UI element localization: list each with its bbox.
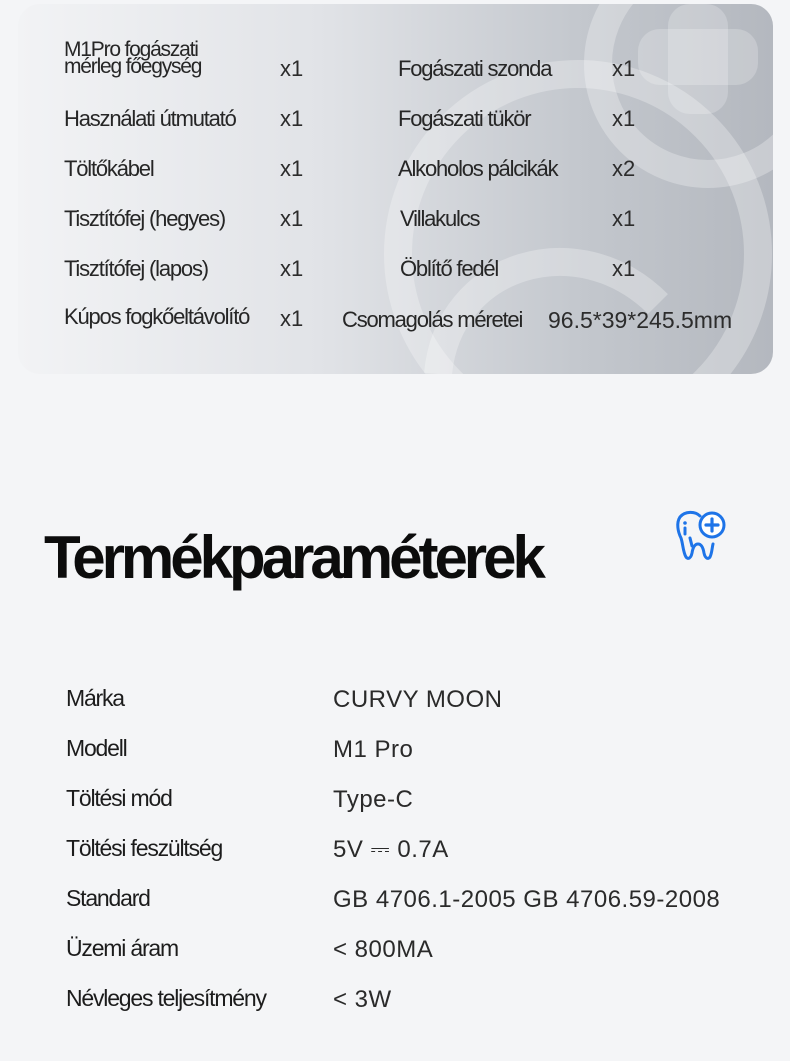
item-dental-mirror-qty: x1 [612,106,636,131]
item-fork-wrench: Villakulcs [400,206,480,231]
item-dental-mirror: Fogászati tükör [398,106,531,131]
item-charging-cable-qty: x1 [280,156,304,181]
item-tartar-remover: Kúpos fogkőeltávolító [64,304,250,329]
param-value-standard: GB 4706.1-2005 GB 4706.59-2008 [333,886,721,913]
item-rinse-cap-qty: x1 [612,256,636,281]
item-dental-probe: Fogászati szonda [398,56,552,81]
param-label-model: Modell [66,735,127,761]
param-label-charging-voltage: Töltési feszültség [66,835,223,861]
item-flat-head: Tisztítófej (lapos) [64,256,208,281]
item-main-unit: M1Pro fogászati mérleg főegység [64,38,202,78]
param-label-standard: Standard [66,885,150,911]
item-pointed-head-qty: x1 [280,206,304,231]
item-dental-probe-qty: x1 [612,56,636,81]
section-title: Termékparaméterek [44,524,542,591]
item-main-unit-qty: x1 [280,56,304,81]
item-manual: Használati útmutató [64,106,236,131]
item-alcohol-swabs-qty: x2 [612,156,636,181]
param-value-rated-power: < 3W [333,986,392,1013]
param-label-operating-current: Üzemi áram [66,935,178,961]
param-value-operating-current: < 800MA [333,936,434,963]
param-label-rated-power: Névleges teljesítmény [66,985,266,1011]
item-fork-wrench-qty: x1 [612,206,636,231]
param-value-brand: CURVY MOON [333,686,503,713]
item-charging-cable: Töltőkábel [64,156,154,181]
item-tartar-remover-qty: x1 [280,306,304,331]
item-pointed-head: Tisztítófej (hegyes) [64,206,226,231]
param-value-charging-mode: Type-C [333,786,414,813]
param-value-model: M1 Pro [333,736,414,763]
param-value-charging-voltage: 5V ⎓ 0.7A [333,836,449,863]
tooth-plus-icon [673,508,729,564]
item-alcohol-swabs: Alkoholos pálcikák [398,156,558,181]
item-flat-head-qty: x1 [280,256,304,281]
package-contents-card [18,4,773,374]
param-label-charging-mode: Töltési mód [66,785,172,811]
package-dimensions-value: 96.5*39*245.5mm [548,307,733,333]
package-dimensions-label: Csomagolás méretei [342,307,523,332]
item-rinse-cap: Öblítő fedél [400,256,499,281]
item-manual-qty: x1 [280,106,304,131]
param-label-brand: Márka [66,685,124,711]
